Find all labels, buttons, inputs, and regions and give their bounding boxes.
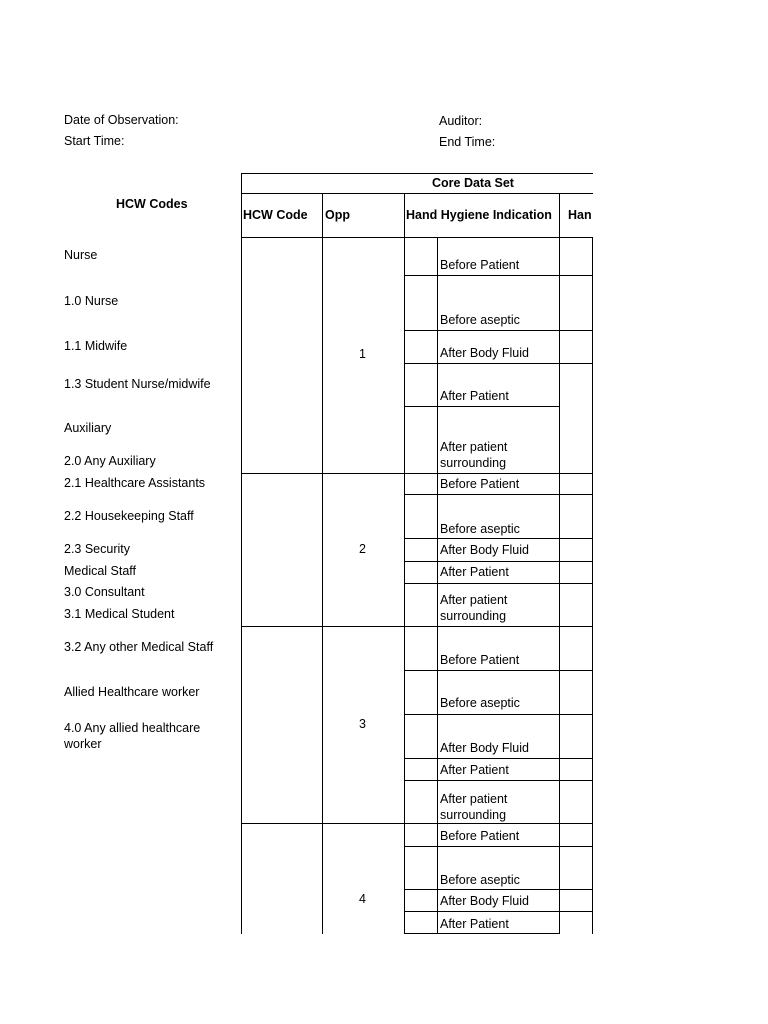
indication-before-aseptic: Before aseptic (440, 696, 520, 710)
hcw-codes-title: HCW Codes (116, 197, 188, 211)
indication-after-surrounding-line2: surrounding (440, 609, 507, 623)
row-divider (404, 406, 560, 407)
code-item: 1.3 Student Nurse/midwife (64, 377, 211, 391)
row-divider (404, 626, 593, 627)
row-divider (404, 494, 593, 495)
group-divider (241, 473, 405, 474)
opp-number: 2 (359, 542, 366, 556)
row-divider (404, 363, 593, 364)
col-hand-hygiene-indication: Hand Hygiene Indication (406, 208, 552, 222)
date-of-observation-label: Date of Observation: (64, 113, 179, 127)
row-divider (404, 275, 593, 276)
opp-number: 1 (359, 347, 366, 361)
code-item: Auxiliary (64, 421, 112, 435)
code-item: 3.1 Medical Student (64, 607, 175, 621)
row-divider (404, 538, 593, 539)
indication-after-body-fluid: After Body Fluid (440, 894, 529, 908)
indication-after-body-fluid: After Body Fluid (440, 741, 529, 755)
start-time-label: Start Time: (64, 134, 125, 148)
indication-after-surrounding-line2: surrounding (440, 456, 507, 470)
header-divider (241, 193, 593, 194)
group-divider (241, 626, 405, 627)
core-data-set-title: Core Data Set (432, 176, 514, 190)
opp-number: 4 (359, 892, 366, 906)
row-divider (404, 758, 593, 759)
col-hand-hygiene-action: Han (568, 208, 592, 222)
indication-after-surrounding: After patient (440, 792, 508, 806)
code-item: 1.1 Midwife (64, 339, 128, 353)
row-divider (404, 823, 593, 824)
row-divider (404, 911, 593, 912)
col-divider-checkbox (437, 237, 438, 934)
table-right-edge (592, 237, 593, 934)
header-bottom-border (241, 237, 593, 238)
row-divider (404, 561, 593, 562)
code-item: 1.0 Nurse (64, 294, 119, 308)
code-item: Medical Staff (64, 564, 137, 578)
indication-before-aseptic: Before aseptic (440, 522, 520, 536)
code-item: 3.2 Any other Medical Staff (64, 640, 214, 654)
indication-after-surrounding-line2: surrounding (440, 808, 507, 822)
opp-number: 3 (359, 717, 366, 731)
indication-after-patient: After Patient (440, 565, 509, 579)
code-item: Allied Healthcare worker (64, 685, 200, 699)
code-item: 2.2 Housekeeping Staff (64, 509, 194, 523)
table-left-border (241, 173, 242, 934)
indication-before-patient: Before Patient (440, 258, 520, 272)
auditor-label: Auditor: (439, 114, 483, 128)
indication-after-body-fluid: After Body Fluid (440, 543, 529, 557)
indication-after-surrounding: After patient (440, 440, 508, 454)
indication-after-patient: After Patient (440, 917, 509, 931)
indication-before-patient: Before Patient (440, 653, 520, 667)
row-divider (404, 889, 593, 890)
indication-before-patient: Before Patient (440, 477, 520, 491)
row-divider (404, 330, 593, 331)
indication-before-patient: Before Patient (440, 829, 520, 843)
row-divider (404, 670, 593, 671)
col-hcw-code: HCW Code (243, 208, 308, 222)
col-opp: Opp (325, 208, 350, 222)
table-bottom-border (404, 933, 560, 934)
indication-after-surrounding: After patient (440, 593, 508, 607)
indication-after-patient: After Patient (440, 763, 509, 777)
code-item: Nurse (64, 248, 98, 262)
indication-before-aseptic: Before aseptic (440, 313, 520, 327)
indication-after-patient: After Patient (440, 389, 509, 403)
code-item: 4.0 Any allied healthcare (64, 721, 201, 735)
code-item: 2.3 Security (64, 542, 131, 556)
row-divider (404, 846, 593, 847)
table-top-border (241, 173, 593, 174)
indication-before-aseptic: Before aseptic (440, 873, 520, 887)
row-divider (404, 714, 593, 715)
row-divider (404, 780, 593, 781)
code-item: 2.1 Healthcare Assistants (64, 476, 206, 490)
row-divider (404, 473, 593, 474)
indication-after-body-fluid: After Body Fluid (440, 346, 529, 360)
end-time-label: End Time: (439, 135, 496, 149)
code-item: worker (64, 737, 102, 751)
code-item: 3.0 Consultant (64, 585, 145, 599)
group-divider (241, 823, 405, 824)
code-item: 2.0 Any Auxiliary (64, 454, 156, 468)
row-divider (404, 583, 593, 584)
